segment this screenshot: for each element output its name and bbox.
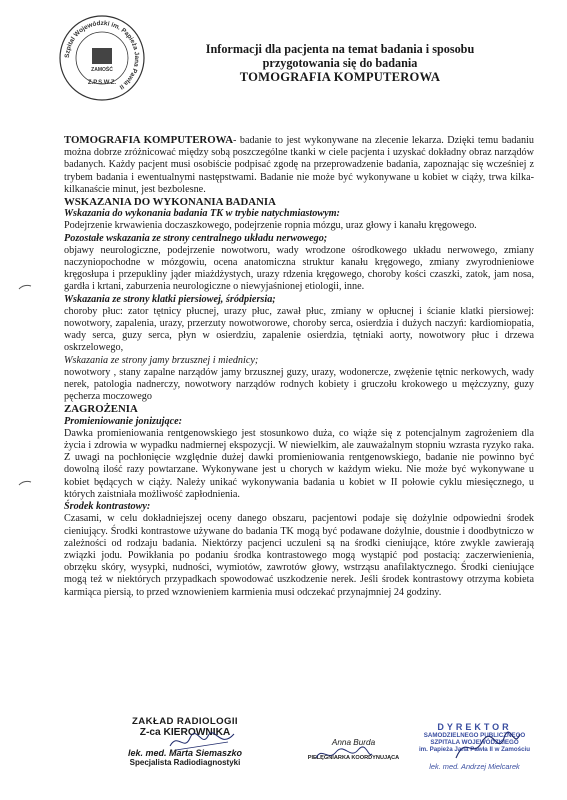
margin-mark — [18, 284, 32, 290]
hospital-seal — [58, 14, 146, 102]
seal-bottom-text: Z.P.S.W.Z. — [87, 80, 117, 86]
header-title: TOMOGRAFIA KOMPUTEROWA — [239, 70, 441, 84]
stamp-role: Z-ca KIEROWNIKA — [139, 727, 231, 738]
director-name: lek. med. Andrzej Mielcarek — [429, 761, 520, 771]
signature-radiology — [168, 728, 238, 754]
intro-text: - badanie to jest wykonywane na zlecenie lekarza. Dzięki temu badaniu można dobrze zróżnicować między sobą poszczególne tkanki w ciele pacjenta i uzyskać dokładny obraz narządów badanych. Każdy pacjent musi osobiście podpisać zgodę na przeprowadzenie badania, zapoznając się wcześniej z trybem badania i ewentualnymi następstwami. Badanie nie może być wykonywane u kobiet w ciąży, trwa kilka-kilkanaście minut, jest bezbolesne. — [64, 135, 534, 195]
risks-heading: ZAGROŻENIA — [64, 403, 138, 416]
emergency-title: Wskazania do wykonania badania TK w trybie natychmiastowym: — [64, 208, 340, 220]
seal-center-text: ZAMOŚĆ — [91, 67, 113, 73]
abdomen-text: nowotwory , stany zapalne narządów jamy brzusznej guzy, urazy, wodonercze, zwężenie tętnic nerkowych, wady nerek, patologia nadnerczy, nowotwory narządów rodnych kobiety i gruczołu krokowego u mężczyzny, guzy pęcherza moczowego — [64, 366, 534, 403]
radiation-text: Dawka promieniowania rentgenowskiego jest stosunkowo duża, co wiąże się z potencjalnym zagrożeniem dla życia i zdrowia w wypadku nadmiernej ekspozycji. W niewielkim, ale zauważalnym stopniu wzrasta ryzyko raka. Z uwagi na pochłonięcie względnie dużej dawki promieniowania rentgenowskiego, badanie nie powinno być dowolną ilość razy powtarzane. Wykonywane jest u chorych w każdym wieku. Nie może być wykonywane u kobiet będących w ciąży. Należy unikać wykonywania badania u kobiet w II połowie cyklu miesięcznego, u których zaistniała możliwość zapłodnienia. — [64, 427, 534, 500]
indications-heading: WSKAZANIA DO WYKONANIA BADANIA — [64, 196, 276, 209]
signature-director — [452, 730, 522, 764]
header-line-1: Informacji dla pacjenta na temat badania i sposobu — [205, 42, 475, 56]
margin-mark — [18, 480, 32, 486]
cns-text: objawy neurologiczne, podejrzenie nowotworu, wady wrodzone ośrodkowego układu nerwowego, zmiany naczyniopochodne w mózgowiu, ocena anatomiczna struktur kanału kręgowego, zmiany zwyrodnieniowe kręgosłupa i przepukliny jąder miażdżystych, urazy rdzenia kręgowego, choroby kości czaszki, zatok, jam nosa, gardła i krtani, zaburzenia neurologiczne o niewyjaśnionej etiologii, inne. — [64, 244, 534, 293]
seal-graphic — [58, 14, 146, 102]
chest-title: Wskazania ze strony klatki piersiowej, śródpiersia; — [64, 293, 276, 305]
stamp-specialty: Specjalista Radiodiagnostyki — [129, 758, 241, 767]
cns-title: Pozostałe wskazania ze strony centralnego układu nerwowego; — [64, 232, 328, 244]
chest-text: choroby płuc: zator tętnicy płucnej, urazy płuc, zawał płuc, zmiany w opłucnej i ścianie klatki piersiowej: nowotwory, zapalenia, urazy, przerzuty nowotworowe, choroby serca, osierdzia i dużych naczyń: kardiomiopatia, wady serca, guzy serca, płyn w osierdziu, zapalenie osierdzia, tętniaki aorty, nowotwory płuc i drzewa oskrzelowego, — [64, 305, 534, 354]
emergency-text: Podejrzenie krwawienia doczaszkowego, podejrzenie ropnia mózgu, uraz głowy i kanału kręgowego. — [64, 220, 477, 232]
director-line-2: SZPITALA WOJEWÓDZKIEGO — [430, 739, 519, 747]
director-title: DYREKTOR — [437, 722, 512, 732]
stamp-department: ZAKŁAD RADIOLOGII — [132, 716, 238, 727]
intro-lead: TOMOGRAFIA KOMPUTEROWA — [64, 134, 233, 146]
signature-nurse — [314, 744, 374, 764]
abdomen-title: Wskazania ze strony jamy brzusznej i miednicy; — [64, 354, 259, 366]
document-header — [150, 42, 530, 84]
intro-paragraph — [64, 134, 534, 196]
seal-ring-text: Szpital Wojewódzki im. Papieża Jana Pawła II — [63, 19, 141, 91]
director-line-1: SAMODZIELNEGO PUBLICZNEGO — [423, 732, 526, 739]
nurse-role: PIELĘGNIARKA KOORDYNUJĄCA — [307, 755, 400, 761]
document-body — [64, 134, 534, 599]
header-line-2: przygotowania się do badania — [262, 56, 418, 70]
radiation-title: Promieniowanie jonizujące: — [64, 415, 183, 427]
contrast-title: Środek kontrastowy: — [64, 501, 151, 513]
director-line-3: im. Papieża Jana Pawła II w Zamościu — [418, 746, 531, 754]
contrast-text: Czasami, w celu dokładniejszej oceny danego obszaru, pacjentowi podaje się dożylnie odpowiedni środek cieniujący. Środki kontrastowe używane do badania TK mogą być podawane dożylnie, doustnie i doodbytniczo w zależności od rodzaju badania. Niektórzy pacjenci uczuleni są na środki cieniujące, które zwykle zawierają związki jodu. Powikłania po podaniu środka kontrastowego mogą wystąpić pod postacią: zaczerwienienia, obrzęku skóry, wysypki, nudności, wymiotów, zawrotów głowy, wstrząsu anafilaktycznego. Środki cieniujące mogą też w niektórych przypadkach spowodować uszkodzenie nerek. Jeśli środek kontrastowy otrzyma kobieta karmiąca piersią, to przed wznowieniem karmienia musi odczekać przynajmniej 24 godziny. — [64, 513, 534, 598]
nurse-name: Anna Burda — [331, 738, 376, 747]
stamp-doctor-name: lek. med. Marta Siemaszko — [127, 748, 243, 758]
